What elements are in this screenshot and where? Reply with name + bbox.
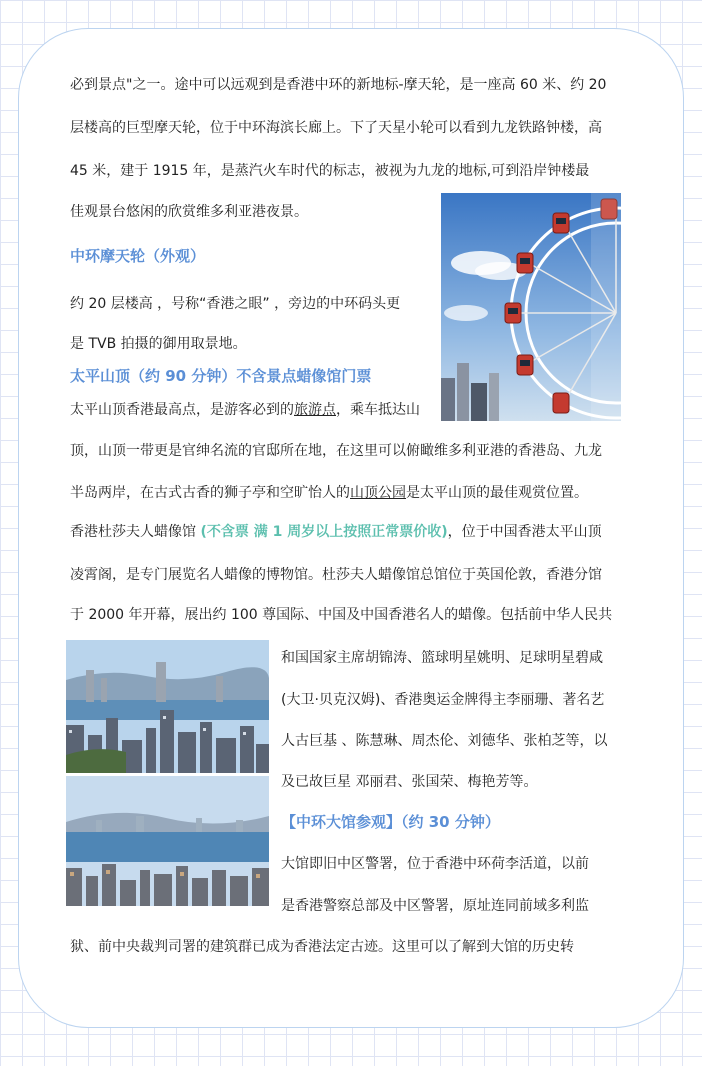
text-line: (大卫·贝克汉姆)、香港奥运金牌得主李丽珊、著名艺 — [281, 692, 605, 708]
text-line: 是香港警察总部及中区警署，原址连同前域多利监 — [281, 898, 589, 914]
text-line — [70, 522, 602, 542]
text-line: 必到景点"之一。途中可以远观到是香港中环的新地标-摩天轮，是一座高 60 米、约 20 — [70, 77, 607, 93]
text-span: ，位于中国香港太平山顶 — [447, 524, 602, 540]
text-line: 凌霄阁，是专门展览名人蜡像的博物馆。杜莎夫人蜡像馆总馆位于英国伦敦，香港分馆 — [70, 567, 602, 583]
harbour-view-photo-2 — [66, 776, 269, 906]
text-line: 和国国家主席胡锦涛、篮球明星姚明、足球明星碧咸 — [281, 650, 603, 666]
text-line: 45 米，建于 1915 年，是蒸汽火车时代的标志，被视为九龙的地标,可到沿岸钟楼最 — [70, 163, 590, 179]
link-travel-spot[interactable]: 旅游点 — [294, 402, 336, 418]
text-line: 是 TVB 拍摄的御用取景地。 — [70, 336, 247, 352]
text-line: 及已故巨星 邓丽君、张国荣、梅艳芳等。 — [281, 774, 538, 790]
text-line: 约 20 层楼高 ，号称“香港之眼” ，旁边的中环码头更 — [70, 296, 401, 312]
section-heading: 中环摩天轮（外观） — [70, 247, 206, 265]
harbour-view-photo-1 — [66, 640, 269, 773]
text-line — [70, 400, 420, 420]
ticket-note: (不含票 满 1 周岁以上按照正常票价收) — [200, 524, 448, 540]
text-line: 人古巨基 、陈慧琳、周杰伦、刘德华、张柏芝等，以 — [281, 733, 608, 749]
text-line: 顶，山顶一带更是官绅名流的官邸所在地，在这里可以俯瞰维多利亚港的香港岛、九龙 — [70, 443, 602, 459]
text-line — [70, 483, 588, 503]
text-line: 狱、前中央裁判司署的建筑群已成为香港法定古迹。这里可以了解到大馆的历史转 — [70, 939, 574, 955]
text-line: 于 2000 年开幕，展出约 100 尊国际、中国及中国香港名人的蜡像。包括前中华人民共 — [70, 607, 613, 623]
section-heading: 太平山顶（约 90 分钟）不含景点蜡像馆门票 — [70, 367, 372, 385]
text-line: 佳观景台悠闲的欣赏维多利亚港夜景。 — [70, 204, 308, 220]
text-span: 是太平山顶的最佳观赏位置。 — [406, 485, 588, 501]
text-line: 大馆即旧中区警署，位于香港中环荷李活道，以前 — [281, 856, 589, 872]
text-span: 半岛两岸，在古式古香的狮子亭和空旷怡人的 — [70, 485, 350, 501]
text-line: 层楼高的巨型摩天轮，位于中环海滨长廊上。下了天星小轮可以看到九龙铁路钟楼，高 — [70, 120, 602, 136]
text-span: 太平山顶香港最高点，是游客必到的 — [70, 402, 294, 418]
text-span: ，乘车抵达山 — [336, 402, 420, 418]
text-span: 香港杜莎夫人蜡像馆 — [70, 524, 201, 540]
ferris-wheel-photo — [441, 193, 621, 421]
section-heading: 【中环大馆参观】（约 30 分钟） — [281, 813, 500, 831]
link-peak-park[interactable]: 山顶公园 — [350, 485, 406, 501]
